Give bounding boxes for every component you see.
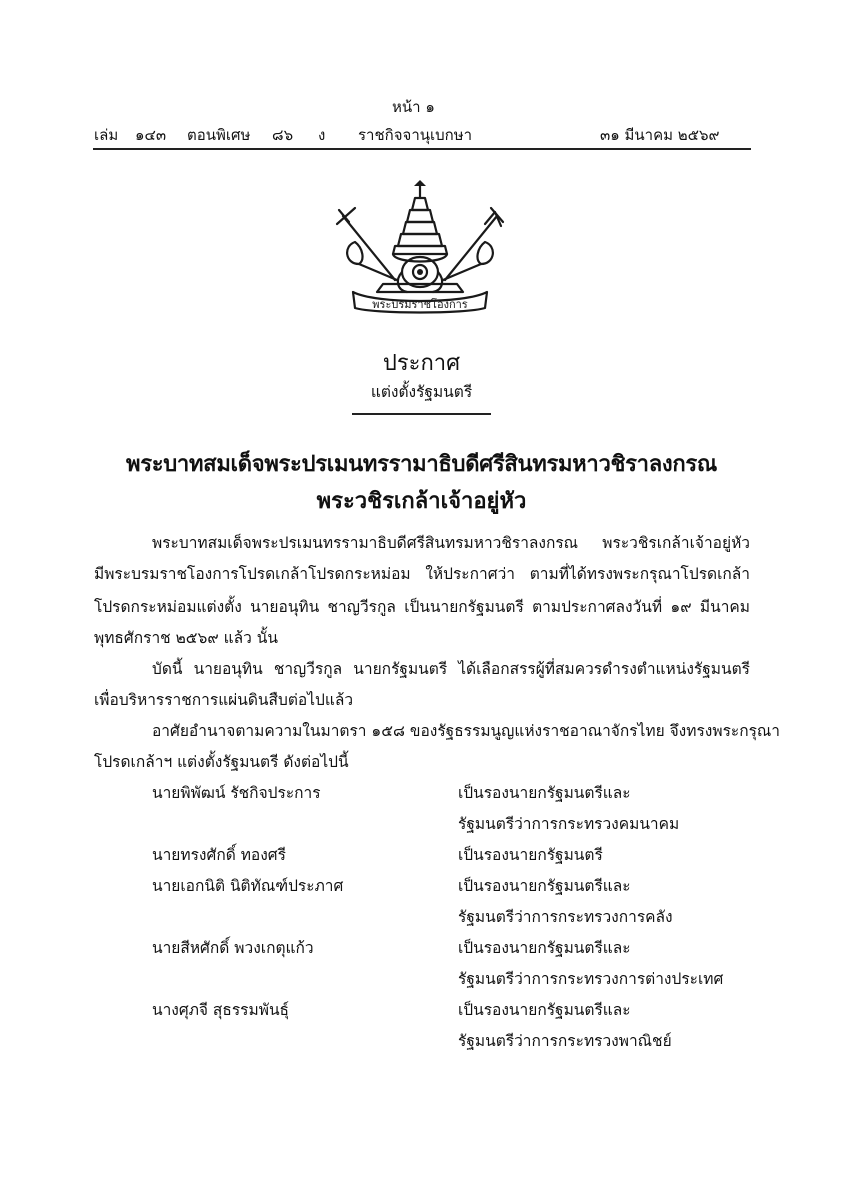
appointee-name: นางศุภจี สุธรรมพันธุ์ xyxy=(152,1001,289,1019)
header-section-number: ๘๖ xyxy=(272,126,294,144)
paragraph-1-line-4: พุทธศักราช ๒๕๖๙ แล้ว นั้น xyxy=(94,629,278,647)
paragraph-1-line-2: มีพระบรมราชโองการโปรดเกล้าโปรดกระหม่อม ให้ประกาศว่า ตามที่ได้ทรงพระกรุณาโปรดเกล้า xyxy=(94,565,750,583)
header-rule xyxy=(93,148,751,150)
appointee-position: เป็นรองนายกรัฐมนตรีและ xyxy=(458,784,631,802)
header-volume-label: เล่ม xyxy=(94,126,119,144)
announcement-heading: ประกาศ xyxy=(382,351,461,376)
appointee-position-line-2: รัฐมนตรีว่าการกระทรวงการคลัง xyxy=(458,908,673,926)
header-section-label: ตอนพิเศษ xyxy=(187,126,251,144)
appointee-position: เป็นรองนายกรัฐมนตรีและ xyxy=(458,1001,631,1019)
page-number: หน้า ๑ xyxy=(392,98,435,116)
royal-name-line-1: พระบาทสมเด็จพระปรเมนทรรามาธิบดีศรีสินทรมหาวชิราลงกรณ xyxy=(126,451,717,477)
announcement-subheading: แต่งตั้งรัฐมนตรี xyxy=(370,383,473,401)
header-section-letter: ง xyxy=(318,126,326,144)
appointee-name: นายเอกนิติ นิติทัณฑ์ประภาศ xyxy=(152,877,344,895)
emblem-ribbon-text: พระบรมราชโองการ xyxy=(372,298,468,311)
appointee-name: นายทรงศักดิ์ ทองศรี xyxy=(152,846,286,864)
appointee-name: นายพิพัฒน์ รัชกิจประการ xyxy=(152,784,321,802)
royal-seal-emblem-icon xyxy=(335,180,505,315)
paragraph-1-line-3: โปรดกระหม่อมแต่งตั้ง นายอนุทิน ชาญวีรกูล เป็นนายกรัฐมนตรี ตามประกาศลงวันที่ ๑๙ มีนาคม xyxy=(94,598,750,616)
header-date: ๓๑ มีนาคม ๒๕๖๙ xyxy=(600,126,720,144)
header-volume-number: ๑๔๓ xyxy=(135,126,167,144)
appointee-position-line-2: รัฐมนตรีว่าการกระทรวงคมนาคม xyxy=(458,815,680,833)
appointee-position: เป็นรองนายกรัฐมนตรี xyxy=(458,846,603,864)
appointee-position-line-2: รัฐมนตรีว่าการกระทรวงการต่างประเทศ xyxy=(458,970,724,988)
paragraph-3-line-1: อาศัยอำนาจตามความในมาตรา ๑๕๘ ของรัฐธรรมนูญแห่งราชอาณาจักรไทย จึงทรงพระกรุณา xyxy=(152,722,781,740)
appointee-position: เป็นรองนายกรัฐมนตรีและ xyxy=(458,877,631,895)
appointee-position: เป็นรองนายกรัฐมนตรีและ xyxy=(458,939,631,957)
paragraph-2-line-2: เพื่อบริหารราชการแผ่นดินสืบต่อไปแล้ว xyxy=(94,691,354,709)
gazette-name: ราชกิจจานุเบกษา xyxy=(358,126,473,144)
title-rule xyxy=(352,413,491,415)
paragraph-3-line-2: โปรดเกล้าฯ แต่งตั้งรัฐมนตรี ดังต่อไปนี้ xyxy=(94,753,349,771)
paragraph-1-line-1: พระบาทสมเด็จพระปรเมนทรรามาธิบดีศรีสินทรมหาวชิราลงกรณ พระวชิรเกล้าเจ้าอยู่หัว xyxy=(152,534,750,552)
appointee-name: นายสีหศักดิ์ พวงเกตุแก้ว xyxy=(152,939,314,957)
royal-name-line-2: พระวชิรเกล้าเจ้าอยู่หัว xyxy=(316,488,527,514)
paragraph-2-line-1: บัดนี้ นายอนุทิน ชาญวีรกูล นายกรัฐมนตรี ได้เลือกสรรผู้ที่สมควรดำรงตำแหน่งรัฐมนตรี xyxy=(152,660,750,678)
appointee-position-line-2: รัฐมนตรีว่าการกระทรวงพาณิชย์ xyxy=(458,1032,672,1050)
